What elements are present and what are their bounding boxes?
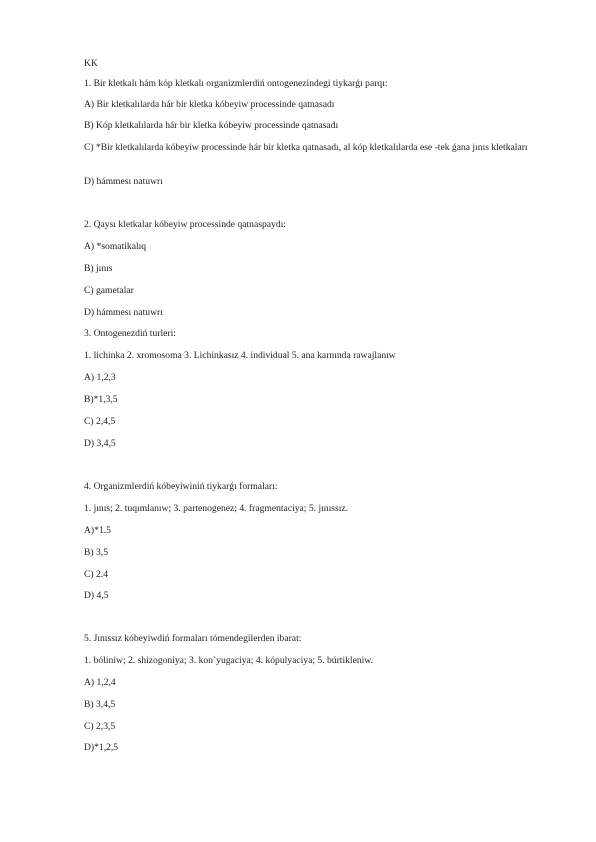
option-text: D) 3,4,5	[84, 438, 116, 449]
answer-option	[84, 416, 564, 427]
question-3	[84, 328, 564, 339]
question-text: 5. Jınıssız kóbeyiwdiń formaları tómendegilerden ibarat:	[84, 633, 302, 644]
option-text: C) 2.4	[84, 569, 108, 580]
answer-option	[84, 99, 564, 110]
answer-option	[84, 176, 564, 187]
option-text: 1. bóliniw; 2. shizogoniya; 3. kon`yugaciya; 4. kópulyaciya; 5. búrtikleniw.	[84, 655, 374, 666]
answer-option	[84, 438, 564, 449]
answer-option	[84, 699, 564, 710]
answer-option	[84, 350, 564, 361]
answer-option	[84, 742, 564, 753]
answer-option	[84, 547, 564, 558]
answer-option	[84, 590, 564, 601]
option-text: D) hámmesı natuwrı	[84, 307, 163, 318]
question-4	[84, 481, 564, 492]
answer-option	[84, 655, 564, 666]
option-text: C) 2,3,5	[84, 721, 116, 732]
answer-option	[84, 569, 564, 580]
question-text: 4. Organizmlerdiń kóbeyiwiniń tiykarǵı formaları:	[84, 481, 278, 492]
option-text: A) 1,2,4	[84, 677, 116, 688]
option-text: D) 4,5	[84, 590, 109, 601]
header-label: KK	[84, 58, 98, 69]
question-5	[84, 633, 564, 644]
option-text: B)*1,3,5	[84, 394, 118, 405]
answer-option	[84, 721, 564, 732]
answer-option	[84, 372, 564, 383]
answer-option	[84, 142, 564, 153]
answer-option	[84, 677, 564, 688]
answer-option	[84, 120, 564, 131]
option-text: 1. jınıs; 2. tuqımlanıw; 3. partenogenez; 4. fragmentaciya; 5. jınıssız.	[84, 503, 349, 514]
document-header	[84, 58, 564, 69]
question-1	[84, 78, 564, 89]
option-text: 1. lichinka 2. xromosoma 3. Lichinkasız 4. individual 5. ana karnında rawajlanıw	[84, 350, 396, 361]
question-text: 1. Bir kletkalı hám kóp kletkalı organizmlerdiń ontogenezindegi tiykarǵı parqı:	[84, 78, 388, 89]
option-text: B) jınıs	[84, 263, 113, 274]
question-text: 2. Qaysı kletkalar kóbeyiw processinde qatnaspaydı:	[84, 219, 286, 230]
option-text: A)*1.5	[84, 525, 111, 536]
option-text: B) 3,4,5	[84, 699, 116, 710]
answer-option	[84, 525, 564, 536]
option-text: B) Kóp kletkalılarda hár bir kletka kóbeyiw processinde qatnasadı	[84, 120, 339, 131]
question-text: 3. Ontogenezdiń turleri:	[84, 328, 176, 339]
answer-option	[84, 285, 564, 296]
answer-option	[84, 241, 564, 252]
answer-option	[84, 394, 564, 405]
option-text: D)*1,2,5	[84, 742, 119, 753]
option-text: C) gametalar	[84, 285, 134, 296]
option-text: A) 1,2,3	[84, 372, 116, 383]
question-2	[84, 219, 564, 230]
option-text: A) Bir kletkalılarda hár bir kletka kóbeyiw processinde qatnasadı	[84, 99, 335, 110]
answer-option	[84, 503, 564, 514]
option-text: C) 2,4,5	[84, 416, 116, 427]
option-text: B) 3,5	[84, 547, 108, 558]
answer-option	[84, 307, 564, 318]
answer-option	[84, 263, 564, 274]
option-text: C) *Bir kletkalılarda kóbeyiw processinde hár bir kletka qatnasadı, al kóp kletkalılarda ese -tek ǵana jınıs kletkaları	[84, 142, 528, 153]
option-text: D) hámmesı natuwrı	[84, 176, 163, 187]
option-text: A) *somatikalıq	[84, 241, 147, 252]
